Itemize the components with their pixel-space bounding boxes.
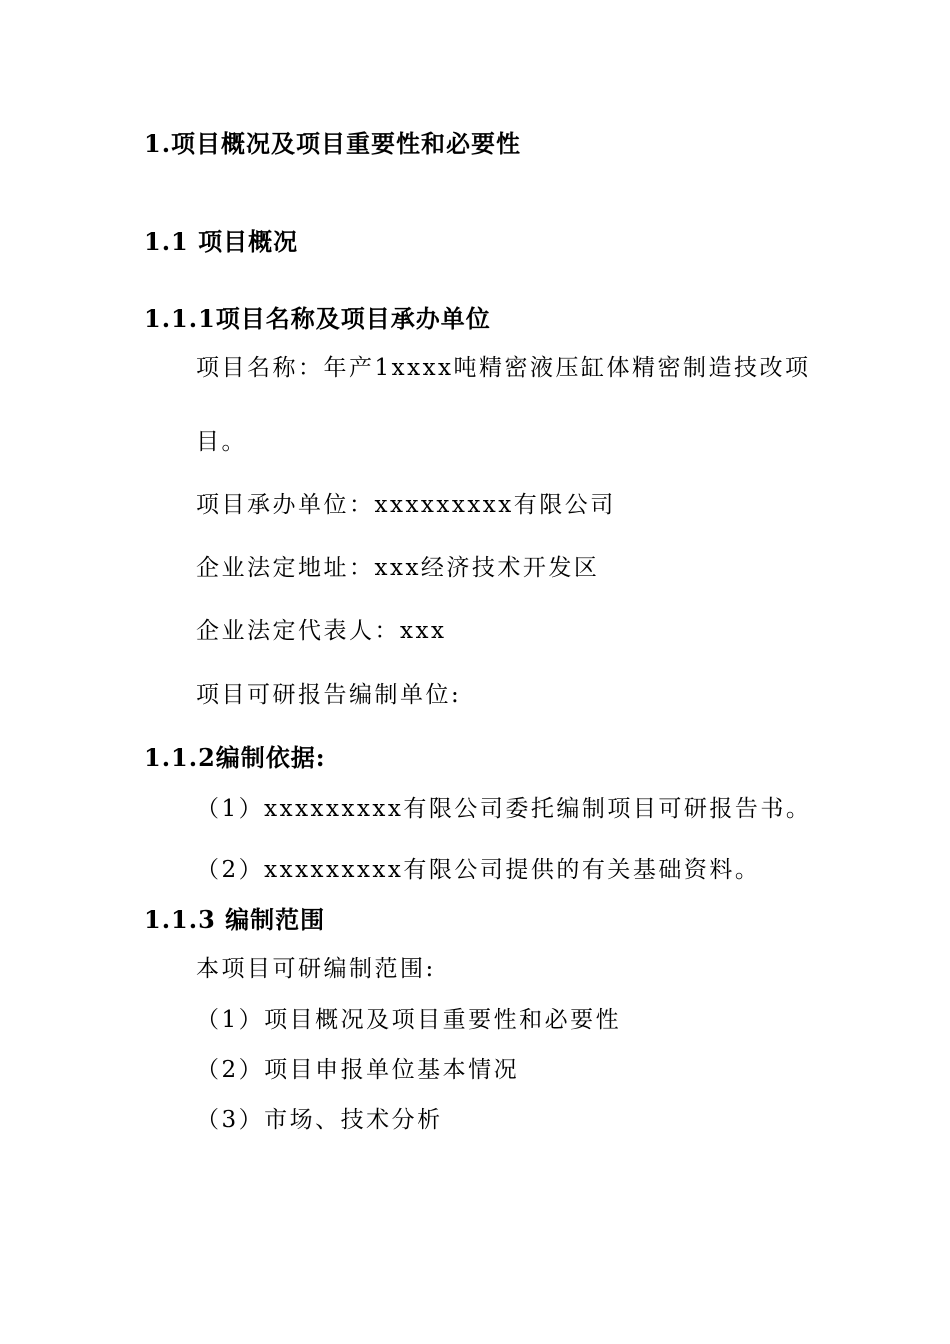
scope-item: （2）项目申报单位基本情况: [196, 1057, 520, 1083]
project-name-line-1: 项目名称：年产1xxxx吨精密液压缸体精密制造技改项: [196, 355, 811, 381]
project-sponsor: 项目承办单位：xxxxxxxxx有限公司: [196, 492, 616, 518]
section-1-1-2-heading: 1.1.2编制依据:: [144, 743, 326, 772]
legal-representative: 企业法定代表人：xxx: [196, 618, 447, 644]
project-name-line-2: 目。: [196, 429, 247, 455]
scope-intro: 本项目可研编制范围:: [196, 956, 436, 982]
scope-item: （3）市场、技术分析: [196, 1107, 443, 1133]
section-1-1-1-heading: 1.1.1项目名称及项目承办单位: [144, 304, 491, 333]
legal-address: 企业法定地址：xxx经济技术开发区: [196, 555, 600, 581]
report-compiling-unit: 项目可研报告编制单位:: [196, 682, 462, 708]
section-1-1-3-heading: 1.1.3 编制范围: [144, 905, 326, 934]
section-1-1-heading: 1.1 项目概况: [144, 227, 299, 256]
basis-item: （2）xxxxxxxxx有限公司提供的有关基础资料。: [196, 857, 761, 883]
section-1-heading: 1.项目概况及项目重要性和必要性: [144, 129, 522, 158]
basis-item: （1）xxxxxxxxx有限公司委托编制项目可研报告书。: [196, 796, 812, 822]
scope-item: （1）项目概况及项目重要性和必要性: [196, 1007, 622, 1033]
